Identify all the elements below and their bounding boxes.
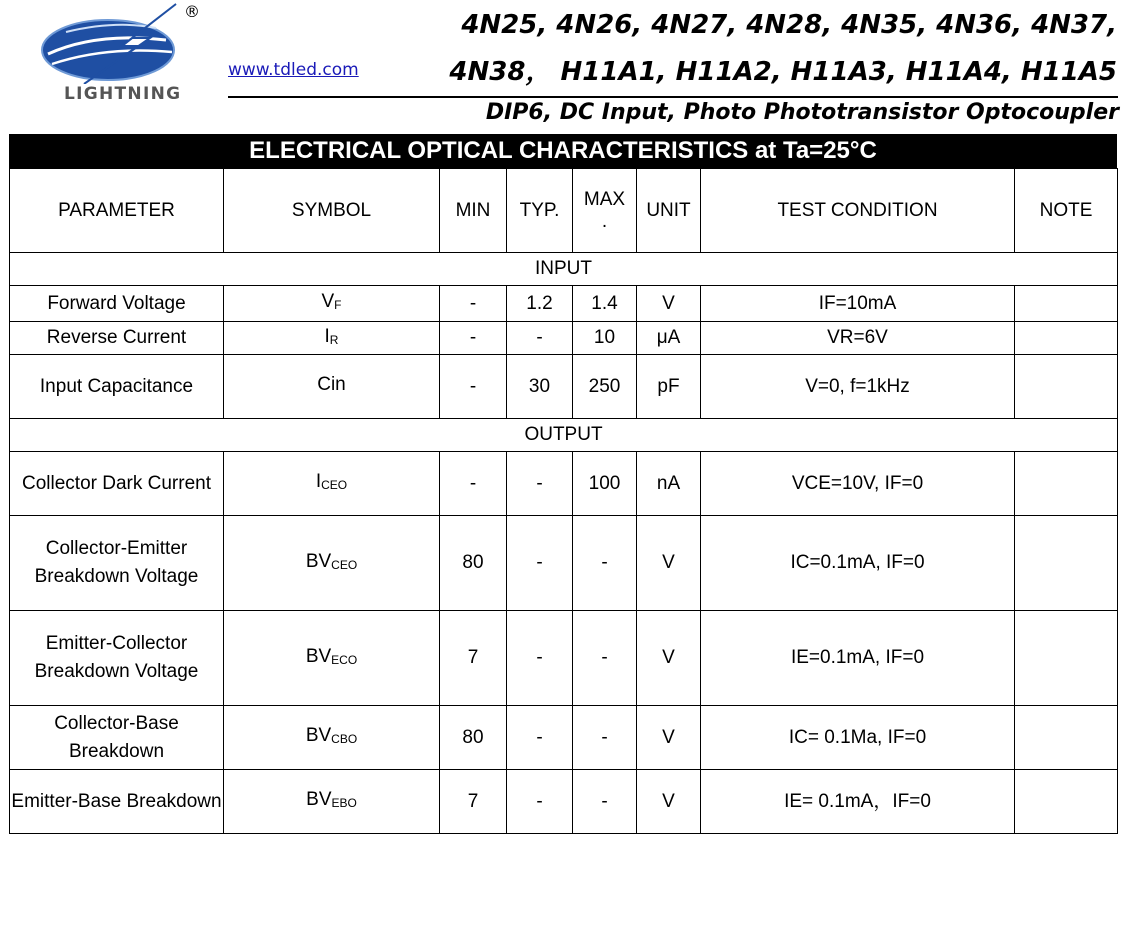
min-cell: 80	[440, 706, 507, 770]
symbol-cell	[224, 452, 440, 516]
max-cell: -	[573, 516, 637, 611]
param-cell: Input Capacitance	[10, 355, 224, 419]
note-cell	[1015, 322, 1118, 355]
param-cell: Reverse Current	[10, 322, 224, 355]
table-row	[10, 452, 1118, 516]
header-row	[10, 169, 1118, 253]
website-link[interactable]: www.tdled.com	[228, 60, 359, 80]
typ-cell: -	[507, 516, 573, 611]
note-cell	[1015, 770, 1118, 834]
test-cell: VCE=10V, IF=0	[701, 452, 1015, 516]
section-output: OUTPUT	[10, 419, 1118, 452]
typ-cell: -	[507, 452, 573, 516]
symbol-text: I	[315, 471, 322, 492]
col-max-dot: .	[601, 210, 608, 232]
note-cell	[1015, 452, 1118, 516]
test-cell: IE=0.1mA, IF=0	[701, 611, 1015, 706]
symbol-text: Cin	[317, 374, 346, 395]
unit-cell: V	[637, 286, 701, 322]
note-cell	[1015, 355, 1118, 419]
test-cell: IC=0.1mA, IF=0	[701, 516, 1015, 611]
test-cell: V=0, f=1kHz	[701, 355, 1015, 419]
symbol-text: I	[324, 325, 330, 347]
max-cell: 100	[573, 452, 637, 516]
table-row	[10, 611, 1118, 706]
symbol-subscript: CEO	[321, 478, 348, 492]
registered-mark: ®	[184, 2, 200, 21]
symbol-text: BV	[306, 789, 332, 810]
table-row	[10, 322, 1118, 355]
symbol-cell	[224, 770, 440, 834]
product-description: DIP6, DC Input, Photo Phototransistor Optocoupler	[485, 100, 1119, 125]
col-symbol: SYMBOL	[224, 169, 440, 253]
symbol-subscript: F	[334, 298, 342, 312]
max-cell: -	[573, 770, 637, 834]
max-cell: 250	[573, 355, 637, 419]
typ-cell: -	[507, 322, 573, 355]
min-cell: -	[440, 355, 507, 419]
max-cell: 10	[573, 322, 637, 355]
min-cell: 7	[440, 770, 507, 834]
table-row	[10, 355, 1118, 419]
param-cell: Collector Dark Current	[10, 452, 224, 516]
note-cell	[1015, 516, 1118, 611]
unit-cell: nA	[637, 452, 701, 516]
symbol-text: BV	[305, 725, 332, 746]
brand-name: LIGHTNING	[64, 84, 182, 104]
symbol-cell	[224, 706, 440, 770]
min-cell: -	[440, 286, 507, 322]
symbol-cell	[224, 286, 440, 322]
symbol-cell	[224, 355, 440, 419]
typ-cell: 30	[507, 355, 573, 419]
symbol-subscript: EBO	[331, 796, 357, 810]
col-min: MIN	[440, 169, 507, 253]
col-max-label: MAX	[583, 188, 626, 210]
symbol-cell	[224, 322, 440, 355]
lightning-logo-icon	[26, 2, 191, 84]
max-cell: 1.4	[573, 286, 637, 322]
unit-cell: V	[637, 770, 701, 834]
table-row	[10, 706, 1118, 770]
symbol-text: BV	[305, 550, 332, 572]
section-row-output	[10, 419, 1118, 452]
param-cell: Emitter-Collector Breakdown Voltage	[10, 611, 224, 706]
section-banner: ELECTRICAL OPTICAL CHARACTERISTICS at Ta=25°C	[9, 134, 1117, 168]
company-logo	[18, 0, 218, 110]
col-parameter: PARAMETER	[10, 169, 224, 253]
param-cell: Collector-Emitter Breakdown Voltage	[10, 516, 224, 611]
unit-cell: pF	[637, 355, 701, 419]
typ-cell: -	[507, 611, 573, 706]
test-cell: IE= 0.1mA，IF=0	[701, 770, 1015, 834]
test-cell: VR=6V	[701, 322, 1015, 355]
max-cell: -	[573, 706, 637, 770]
section-input: INPUT	[10, 253, 1118, 286]
note-cell	[1015, 286, 1118, 322]
typ-cell: -	[507, 770, 573, 834]
part-numbers-line-1: 4N25, 4N26, 4N27, 4N28, 4N35, 4N36, 4N37,	[461, 10, 1117, 40]
test-cell: IF=10mA	[701, 286, 1015, 322]
col-test: TEST CONDITION	[701, 169, 1015, 253]
header-divider	[228, 96, 1118, 98]
symbol-subscript: ECO	[331, 652, 358, 667]
unit-cell: V	[637, 516, 701, 611]
symbol-text: BV	[305, 645, 332, 667]
symbol-subscript: R	[329, 332, 339, 347]
unit-cell: V	[637, 611, 701, 706]
col-note: NOTE	[1015, 169, 1118, 253]
typ-cell: -	[507, 706, 573, 770]
min-cell: -	[440, 322, 507, 355]
table-row	[10, 516, 1118, 611]
note-cell	[1015, 611, 1118, 706]
symbol-subscript: CBO	[331, 732, 358, 746]
col-max	[573, 169, 637, 253]
note-cell	[1015, 706, 1118, 770]
param-cell: Forward Voltage	[10, 286, 224, 322]
min-cell: 7	[440, 611, 507, 706]
unit-cell: V	[637, 706, 701, 770]
param-cell: Collector-Base Breakdown	[10, 706, 224, 770]
part-numbers-line-2: 4N38， H11A1, H11A2, H11A3, H11A4, H11A5	[449, 57, 1117, 87]
table-row	[10, 770, 1118, 834]
col-typ: TYP.	[507, 169, 573, 253]
test-cell: IC= 0.1Ma, IF=0	[701, 706, 1015, 770]
symbol-text: V	[321, 291, 335, 312]
table-row	[10, 286, 1118, 322]
symbol-subscript: CEO	[331, 557, 358, 572]
unit-cell: μA	[637, 322, 701, 355]
typ-cell: 1.2	[507, 286, 573, 322]
min-cell: -	[440, 452, 507, 516]
col-unit: UNIT	[637, 169, 701, 253]
characteristics-table	[9, 168, 1118, 834]
symbol-cell	[224, 516, 440, 611]
max-cell: -	[573, 611, 637, 706]
section-row-input	[10, 253, 1118, 286]
symbol-cell	[224, 611, 440, 706]
min-cell: 80	[440, 516, 507, 611]
param-cell: Emitter-Base Breakdown	[10, 770, 224, 834]
